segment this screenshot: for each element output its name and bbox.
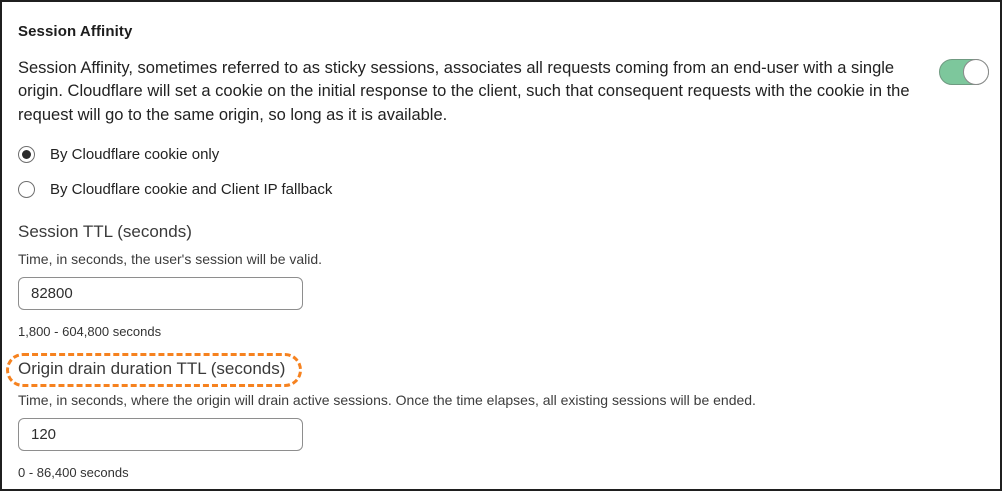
toggle-knob-icon bbox=[963, 59, 989, 85]
origin-drain-highlight-annotation bbox=[6, 353, 302, 387]
radio-option-cookie-and-ip-label: By Cloudflare cookie and Client IP fallback bbox=[50, 180, 333, 198]
session-ttl-input[interactable] bbox=[18, 277, 303, 310]
affinity-mode-radio-group bbox=[18, 144, 984, 199]
radio-option-cookie-only[interactable] bbox=[18, 144, 219, 164]
radio-selected-icon[interactable] bbox=[18, 146, 35, 163]
session-ttl-label: Session TTL (seconds) bbox=[18, 222, 192, 242]
origin-drain-help: Time, in seconds, where the origin will drain active sessions. Once the time elapses, all existing sessions will be ended. bbox=[18, 392, 756, 409]
session-affinity-toggle[interactable] bbox=[939, 59, 989, 85]
radio-option-cookie-only-label: By Cloudflare cookie only bbox=[50, 145, 220, 163]
radio-option-cookie-and-ip[interactable] bbox=[18, 179, 332, 199]
origin-drain-range: 0 - 86,400 seconds bbox=[18, 465, 129, 481]
origin-drain-input[interactable] bbox=[18, 418, 303, 451]
panel-title: Session Affinity bbox=[18, 23, 133, 40]
session-ttl-range: 1,800 - 604,800 seconds bbox=[18, 324, 162, 340]
panel-description: Session Affinity, sometimes referred to as sticky sessions, associates all requests coming from an end-user with a single origin. Cloudflare will set a cookie on the initial response to the client, such that consequent requests with the cookie in the request will go to the same origin, so long as it is available. bbox=[18, 59, 910, 124]
origin-drain-label: Origin drain duration TTL (seconds) bbox=[18, 359, 286, 379]
radio-unselected-icon[interactable] bbox=[18, 181, 35, 198]
session-ttl-help: Time, in seconds, the user's session will be valid. bbox=[18, 251, 323, 268]
